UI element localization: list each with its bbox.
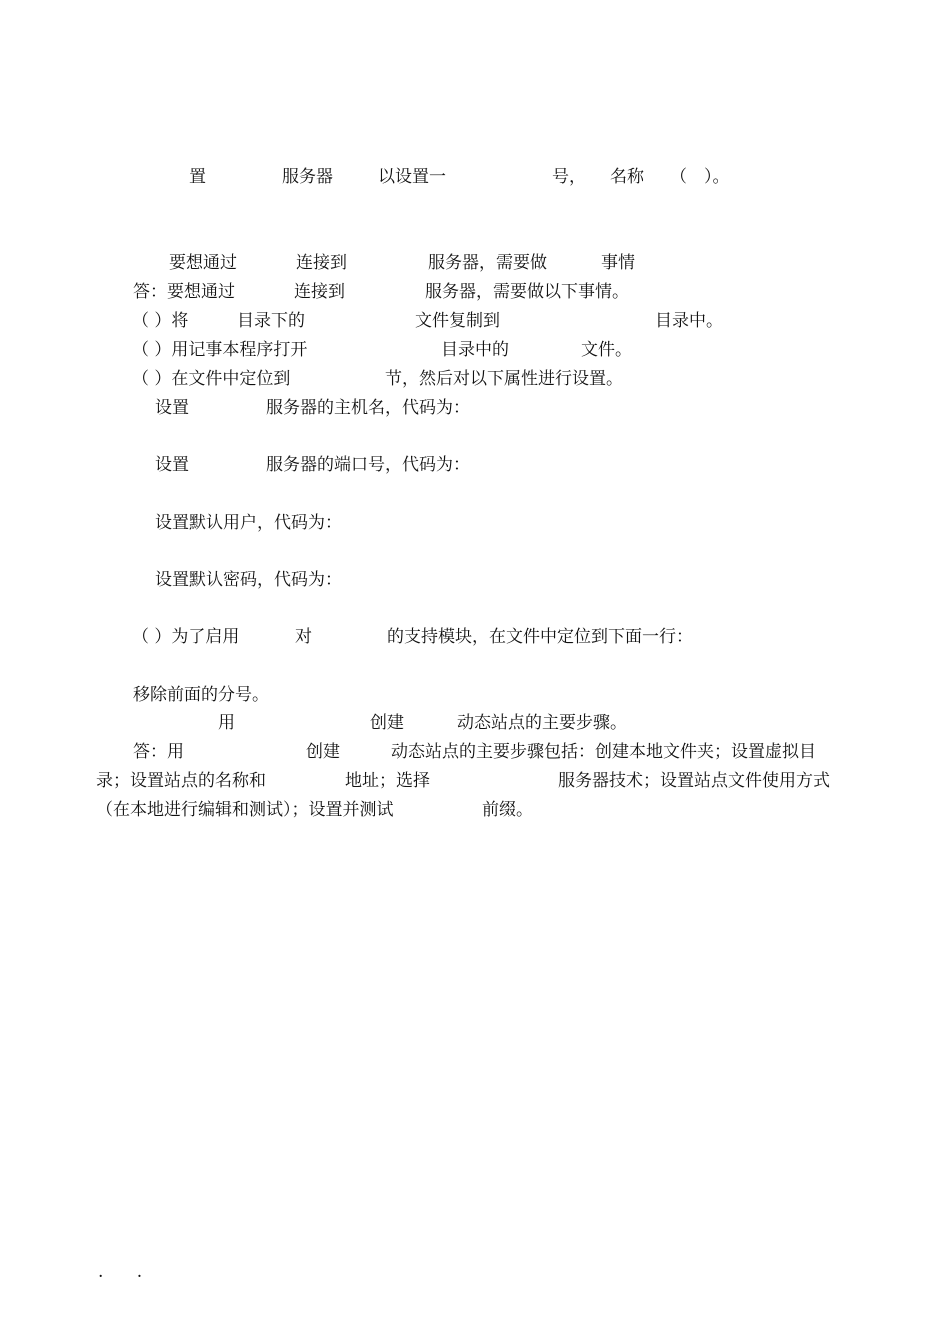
text-segment: 号， <box>552 167 586 187</box>
text-segment: （ ）。 <box>670 167 730 187</box>
text-segment: 文件。 <box>581 340 632 360</box>
text-segment: 服务器的主机名，代码为： <box>266 398 470 418</box>
text-segment: 录；设置站点的名称和 <box>96 771 266 791</box>
text-segment: 要想通过 <box>169 253 237 273</box>
text-segment: 答：要想通过 <box>133 282 235 302</box>
text-segment: 置 <box>189 167 206 187</box>
text-segment: 动态站点的主要步骤。 <box>457 713 627 733</box>
text-segment: 地址；选择 <box>345 771 430 791</box>
text-segment: 答：用 <box>133 742 184 762</box>
page-footer-dots: . . <box>98 1262 157 1282</box>
text-segment: 连接到 <box>294 282 345 302</box>
text-segment: 服务器，需要做以下事情。 <box>425 282 629 302</box>
text-segment: 文件复制到 <box>415 311 500 331</box>
text-segment: 服务器，需要做 <box>428 253 547 273</box>
text-segment: 用 <box>218 713 235 733</box>
text-segment: 创建 <box>370 713 404 733</box>
text-segment: 目录中。 <box>655 311 723 331</box>
text-segment: 连接到 <box>296 253 347 273</box>
text-segment: 前缀。 <box>482 800 533 820</box>
text-segment: （ ）将 <box>132 311 189 331</box>
text-segment: （ ）为了启用 <box>132 627 240 647</box>
text-segment: 设置默认密码，代码为： <box>155 570 342 590</box>
text-segment: 名称 <box>610 167 644 187</box>
text-segment: （ ）用记事本程序打开 <box>132 340 308 360</box>
text-segment: 事情 <box>601 253 635 273</box>
text-segment: 服务器技术；设置站点文件使用方式 <box>558 771 830 791</box>
text-segment: 创建 <box>306 742 340 762</box>
text-segment: 设置 <box>155 398 189 418</box>
text-segment: 的支持模块，在文件中定位到下面一行： <box>387 627 693 647</box>
text-segment: 目录中的 <box>441 340 509 360</box>
text-segment: 动态站点的主要步骤包括：创建本地文件夹；设置虚拟目 <box>391 742 816 762</box>
text-segment: 服务器的端口号，代码为： <box>266 455 470 475</box>
text-segment: （在本地进行编辑和测试）；设置并测试 <box>96 800 394 820</box>
text-segment: 设置 <box>155 455 189 475</box>
text-segment: （ ）在文件中定位到 <box>132 369 291 389</box>
text-segment: 服务器 <box>282 167 333 187</box>
text-segment: 目录下的 <box>237 311 305 331</box>
text-segment: 节，然后对以下属性进行设置。 <box>385 369 623 389</box>
text-segment: 对 <box>295 627 312 647</box>
text-segment: 以设置一 <box>378 167 446 187</box>
text-segment: 设置默认用户，代码为： <box>155 513 342 533</box>
text-segment: 移除前面的分号。 <box>133 685 269 705</box>
